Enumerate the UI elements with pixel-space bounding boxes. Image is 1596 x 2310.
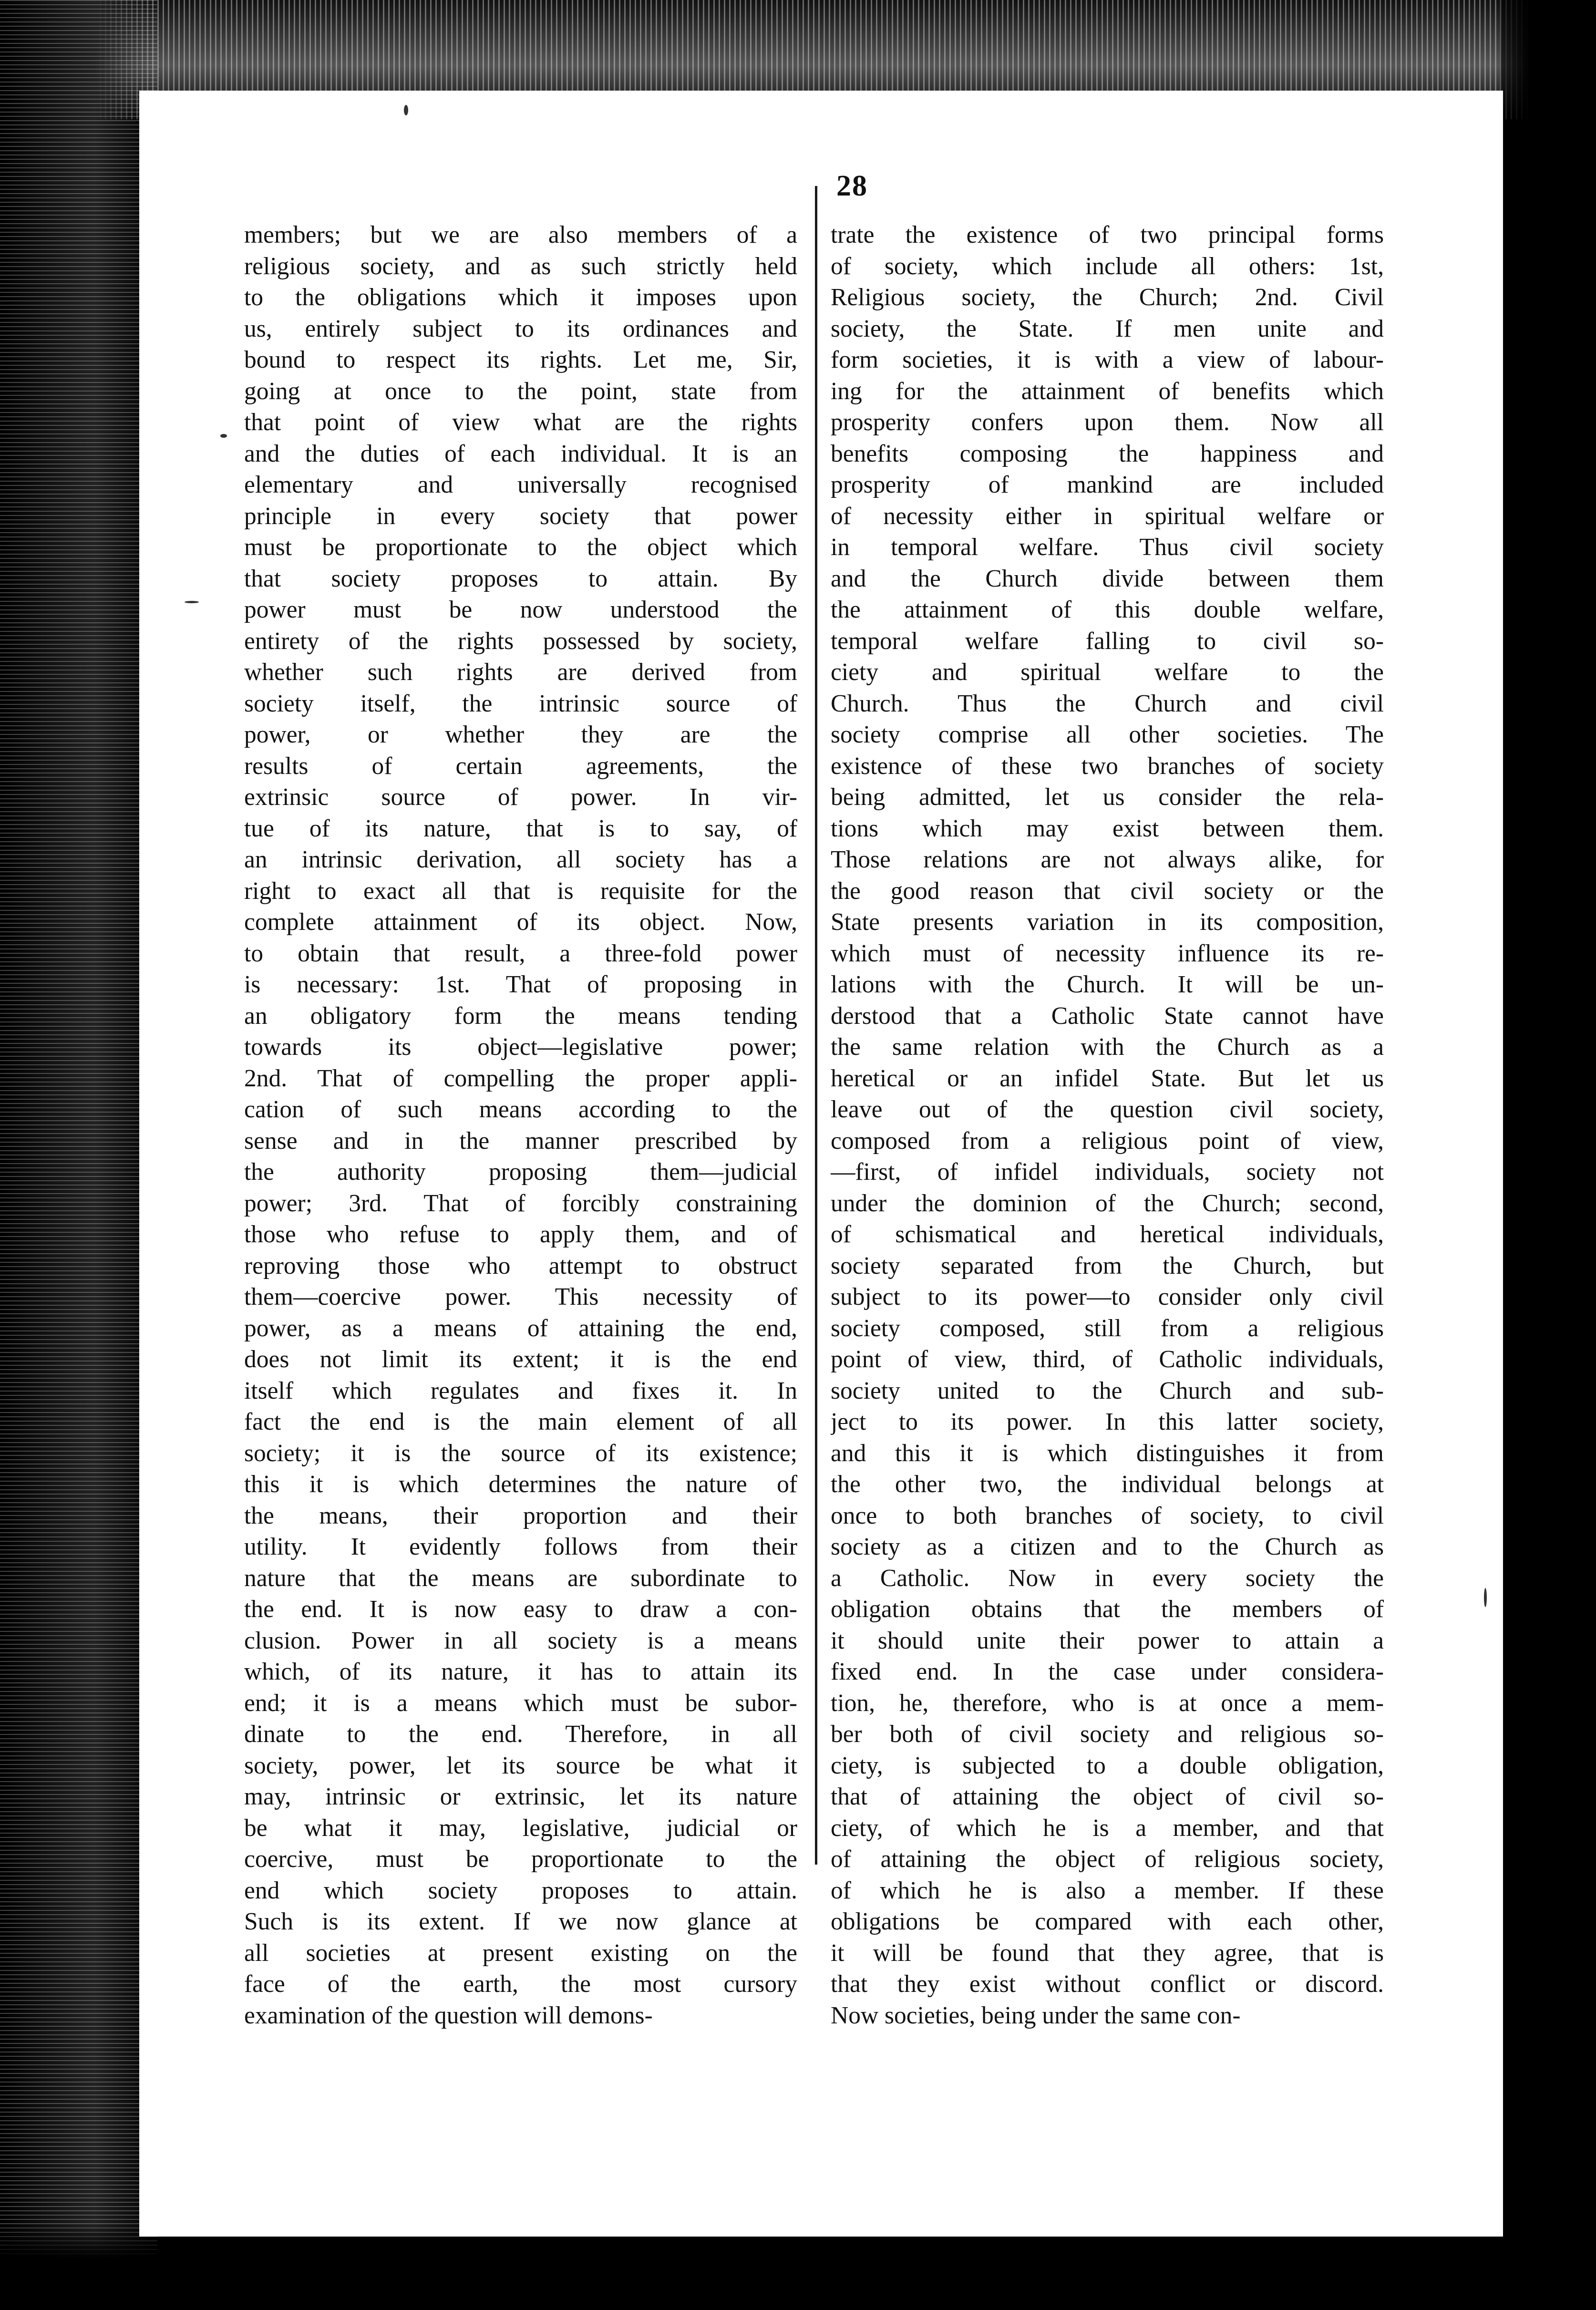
left-column-line: elementary and universally recognised	[244, 471, 797, 498]
left-column-line: clusion. Power in all society is a means	[244, 1627, 797, 1654]
right-column-line: point of view, third, of Catholic individuals,	[831, 1346, 1384, 1373]
left-column-line: going at once to the point, state from	[244, 377, 797, 405]
right-column-line: and this it is which distinguishes it from	[831, 1439, 1384, 1467]
right-column-line: and the Church divide between them	[831, 565, 1384, 592]
left-column-line: does not limit its extent; it is the end	[244, 1346, 797, 1373]
left-column-line: tue of its nature, that is to say, of	[244, 815, 797, 842]
left-column-line: that society proposes to attain. By	[244, 565, 797, 592]
right-column-line: the other two, the individual belongs at	[831, 1471, 1384, 1498]
left-column-line: and the duties of each individual. It is an	[244, 440, 797, 467]
right-column-line: ing for the attainment of benefits which	[831, 377, 1384, 405]
left-column-line: right to exact all that is requisite for the	[244, 877, 797, 905]
right-column-line: State presents variation in its composition,	[831, 908, 1384, 936]
left-column-line: the authority proposing them—judicial	[244, 1158, 797, 1186]
right-column-line: society composed, still from a religious	[831, 1314, 1384, 1342]
page-number: 28	[836, 170, 868, 202]
left-column-line: an intrinsic derivation, all society has a	[244, 846, 797, 873]
right-column-line: the same relation with the Church as a	[831, 1033, 1384, 1061]
right-column-line: of schismatical and heretical individuals,	[831, 1221, 1384, 1248]
left-column-line: that point of view what are the rights	[244, 409, 797, 436]
right-column-line: that they exist without conflict or discord.	[831, 1970, 1384, 1998]
right-column-line: which must of necessity influence its re-	[831, 939, 1384, 967]
left-column-line: 2nd. That of compelling the proper appli-	[244, 1064, 797, 1092]
right-column-line: heretical or an infidel State. But let us	[831, 1064, 1384, 1092]
right-column-line: obligation obtains that the members of	[831, 1596, 1384, 1623]
left-column-line: Such is its extent. If we now glance at	[244, 1908, 797, 1935]
right-column-line: ciety and spiritual welfare to the	[831, 659, 1384, 686]
left-column-line: an obligatory form the means tending	[244, 1002, 797, 1030]
left-column-line: cation of such means according to the	[244, 1096, 797, 1123]
ink-speck	[220, 434, 227, 438]
right-column-line: it will be found that they agree, that is	[831, 1939, 1384, 1967]
right-column-line: leave out of the question civil society,	[831, 1096, 1384, 1123]
right-column-line: Church. Thus the Church and civil	[831, 690, 1384, 717]
right-column-line: society united to the Church and sub-	[831, 1377, 1384, 1404]
right-column-line: of which he is also a member. If these	[831, 1877, 1384, 1904]
right-column-line: society as a citizen and to the Church as	[831, 1533, 1384, 1560]
right-column-line: the good reason that civil society or the	[831, 877, 1384, 905]
right-column-line: a Catholic. Now in every society the	[831, 1564, 1384, 1592]
left-column-line: reproving those who attempt to obstruct	[244, 1252, 797, 1279]
left-column-line: sense and in the manner prescribed by	[244, 1127, 797, 1155]
ink-speck	[185, 601, 199, 603]
left-column-line: towards its object—legislative power;	[244, 1033, 797, 1061]
right-column-line: temporal welfare falling to civil so-	[831, 627, 1384, 655]
right-column-line: society comprise all other societies. The	[831, 721, 1384, 748]
left-column-line: this it is which determines the nature of	[244, 1471, 797, 1498]
right-column-line: subject to its power—to consider only civil	[831, 1283, 1384, 1310]
right-column-line: once to both branches of society, to civil	[831, 1502, 1384, 1529]
right-column-line: tion, he, therefore, who is at once a mem-	[831, 1689, 1384, 1717]
right-column-line: that of attaining the object of civil so-	[831, 1783, 1384, 1810]
right-column-line: society separated from the Church, but	[831, 1252, 1384, 1279]
ink-speck	[1484, 1588, 1487, 1607]
left-column-line: the means, their proportion and their	[244, 1502, 797, 1529]
right-column-line: form societies, it is with a view of labour-	[831, 346, 1384, 373]
right-column-line: ciety, is subjected to a double obligation,	[831, 1752, 1384, 1779]
left-column-line: the end. It is now easy to draw a con-	[244, 1596, 797, 1623]
right-column-line: —first, of infidel individuals, society not	[831, 1158, 1384, 1186]
left-column-line: fact the end is the main element of all	[244, 1408, 797, 1435]
right-column-line: derstood that a Catholic State cannot have	[831, 1002, 1384, 1030]
left-column-line: entirety of the rights possessed by society,	[244, 627, 797, 655]
right-text-column	[831, 219, 1384, 2031]
left-column-line: must be proportionate to the object which	[244, 534, 797, 561]
right-column-line: fixed end. In the case under considera-	[831, 1658, 1384, 1685]
left-column-line: society; it is the source of its existence;	[244, 1439, 797, 1467]
left-column-line: to obtain that result, a three-fold power	[244, 939, 797, 967]
right-column-line: Religious society, the Church; 2nd. Civil	[831, 284, 1384, 311]
right-column-line: existence of these two branches of society	[831, 752, 1384, 780]
left-column-line: principle in every society that power	[244, 502, 797, 530]
right-column-line: being admitted, let us consider the rela-	[831, 784, 1384, 811]
left-column-line: results of certain agreements, the	[244, 752, 797, 780]
right-column-line: composed from a religious point of view,	[831, 1127, 1384, 1155]
left-column-line: coercive, must be proportionate to the	[244, 1846, 797, 1873]
right-column-line: the attainment of this double welfare,	[831, 596, 1384, 623]
right-column-line: tions which may exist between them.	[831, 815, 1384, 842]
right-column-line: of attaining the object of religious society,	[831, 1846, 1384, 1873]
left-column-line: to the obligations which it imposes upon	[244, 284, 797, 311]
left-column-line: whether such rights are derived from	[244, 659, 797, 686]
right-column-line: benefits composing the happiness and	[831, 440, 1384, 467]
right-column-line: under the dominion of the Church; second,	[831, 1189, 1384, 1217]
right-column-line: obligations be compared with each other,	[831, 1908, 1384, 1935]
left-column-line: bound to respect its rights. Let me, Sir,	[244, 346, 797, 373]
right-column-line: Now societies, being under the same con-	[831, 2001, 1241, 2029]
column-divider-rule	[815, 186, 817, 1865]
right-column-line: in temporal welfare. Thus civil society	[831, 534, 1384, 561]
left-column-line: face of the earth, the most cursory	[244, 1970, 797, 1998]
left-column-line: power; 3rd. That of forcibly constraining	[244, 1189, 797, 1217]
left-column-line: examination of the question will demons-	[244, 2001, 653, 2029]
left-column-line: power must be now understood the	[244, 596, 797, 623]
scanned-page	[139, 91, 1503, 2237]
scan-border-left	[0, 0, 157, 2310]
left-column-line: nature that the means are subordinate to	[244, 1564, 797, 1592]
left-column-line: those who refuse to apply them, and of	[244, 1221, 797, 1248]
left-column-line: utility. It evidently follows from their	[244, 1533, 797, 1560]
scan-border-bottom	[0, 2224, 1596, 2310]
left-column-line: us, entirely subject to its ordinances and	[244, 315, 797, 342]
right-column-line: ber both of civil society and religious so-	[831, 1721, 1384, 1748]
left-column-line: end; it is a means which must be subor-	[244, 1689, 797, 1717]
left-column-line: religious society, and as such strictly held	[244, 252, 797, 280]
ink-speck	[404, 105, 408, 115]
left-column-line: society, power, let its source be what it	[244, 1752, 797, 1779]
left-column-line: itself which regulates and fixes it. In	[244, 1377, 797, 1404]
left-column-line: complete attainment of its object. Now,	[244, 908, 797, 936]
right-column-line: of society, which include all others: 1st,	[831, 252, 1384, 280]
left-column-line: extrinsic source of power. In vir-	[244, 784, 797, 811]
left-column-line: all societies at present existing on the	[244, 1939, 797, 1967]
right-column-line: ciety, of which he is a member, and that	[831, 1814, 1384, 1842]
right-column-line: society, the State. If men unite and	[831, 315, 1384, 342]
left-text-column	[244, 219, 797, 2031]
left-column-line: dinate to the end. Therefore, in all	[244, 1721, 797, 1748]
left-column-line: society itself, the intrinsic source of	[244, 690, 797, 717]
left-column-line: members; but we are also members of a	[244, 221, 797, 248]
right-column-line: prosperity confers upon them. Now all	[831, 409, 1384, 436]
right-column-line: Those relations are not always alike, for	[831, 846, 1384, 873]
right-column-line: of necessity either in spiritual welfare or	[831, 502, 1384, 530]
left-column-line: them—coercive power. This necessity of	[244, 1283, 797, 1310]
left-column-line: be what it may, legislative, judicial or	[244, 1814, 797, 1842]
left-column-line: power, or whether they are the	[244, 721, 797, 748]
right-column-line: ject to its power. In this latter society,	[831, 1408, 1384, 1435]
right-column-line: prosperity of mankind are included	[831, 471, 1384, 498]
left-column-line: is necessary: 1st. That of proposing in	[244, 971, 797, 998]
scan-border-right	[1501, 0, 1596, 2310]
left-column-line: which, of its nature, it has to attain its	[244, 1658, 797, 1685]
right-column-line: lations with the Church. It will be un-	[831, 971, 1384, 998]
right-column-line: trate the existence of two principal forms	[831, 221, 1384, 248]
left-column-line: may, intrinsic or extrinsic, let its nature	[244, 1783, 797, 1810]
left-column-line: power, as a means of attaining the end,	[244, 1314, 797, 1342]
left-column-line: end which society proposes to attain.	[244, 1877, 797, 1904]
right-column-line: it should unite their power to attain a	[831, 1627, 1384, 1654]
